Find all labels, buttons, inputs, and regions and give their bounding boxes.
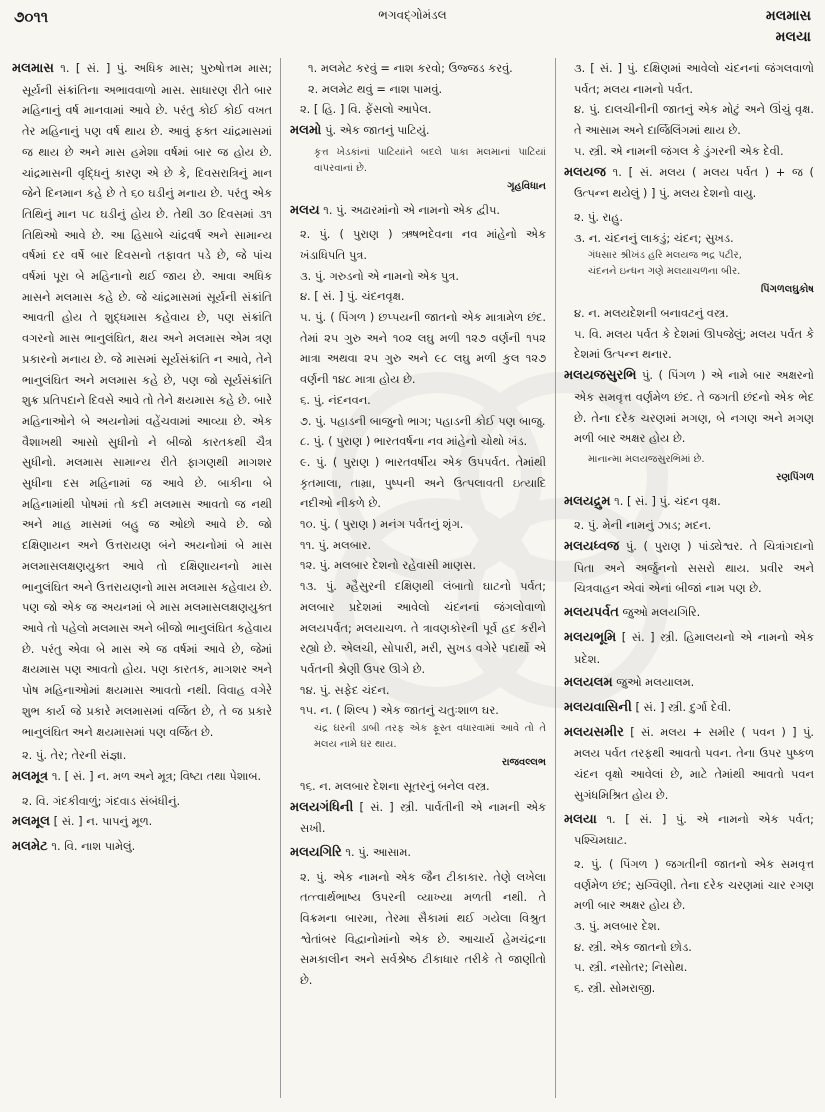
sense: [ સં. ] સ્ત્રી. હિમાલયનો એ નામનો એક પ્રદેશ. bbox=[574, 629, 814, 666]
guide-word-first: મલમાસ bbox=[765, 8, 811, 24]
quotation-source: પિંગળલઘુકોષ bbox=[760, 284, 814, 296]
sense: ૨. [ હિ. ] વિ. ફેંસલો આપેલ. bbox=[300, 102, 432, 117]
sense: ૧૨. પું. મલબાર દેશનો રહેવાસી માણસ. bbox=[300, 558, 476, 573]
sense: પું. ( પિંગળ ) એ નામે બાર અક્ષરનો એક સમવૃત્ત વર્ણમેળ છંદ. તે જગતી છંદનો એક ભેદ છે. તેના દરેક ચરણમાં મગણ, બે નગણ અને મગણ મળી બાર અક્ષર હોય છે. bbox=[574, 368, 814, 446]
quotation-source: ગૃહવિધાન bbox=[507, 180, 546, 192]
column-divider bbox=[555, 58, 556, 1098]
sense: ૩. પું. મલબાર દેશ. bbox=[574, 919, 661, 934]
sense: [ સં. ] સ્ત્રી. પાર્વતીની એ નામની એક સખી. bbox=[300, 799, 547, 836]
dictionary-entry bbox=[564, 672, 814, 694]
dictionary-entry bbox=[290, 842, 546, 864]
dictionary-entry bbox=[290, 200, 546, 222]
quotation: ગંધસાર શ્રીખંડ હરિ મલયજ ભદ્ર પટીર, bbox=[588, 250, 742, 262]
headword: મલમાસ bbox=[12, 61, 54, 76]
sense: [ સં. ] સ્ત્રી. દુર્ગા દેવી. bbox=[635, 699, 732, 714]
headword: મલયધ્વજ bbox=[564, 539, 620, 555]
dictionary-entry bbox=[290, 120, 546, 142]
sense: ૧. પું. આસામ. bbox=[345, 844, 412, 859]
sense: ૨. પું. તેર; તેરની સંજ્ઞા. bbox=[22, 748, 127, 763]
headword: મલયપર્વત bbox=[564, 605, 619, 621]
sense: ૬. સ્ત્રી. સોમરાજી. bbox=[574, 981, 656, 996]
sense: ૧૬. ન. મલબાર દેશના સૂતરનું બનેલ વસ્ત્ર. bbox=[300, 778, 490, 793]
book-title: ભગવદ્ગોમંડલ bbox=[378, 8, 447, 22]
sense: ૧. [ સં. ] પું. ચંદન વૃક્ષ. bbox=[614, 493, 721, 508]
headword: મલયવાસિની bbox=[564, 699, 632, 715]
quotation: ચંદનને ઇન્ધન ગણે મલયાચળના બીર. bbox=[588, 266, 741, 278]
guide-word-last: મલયા bbox=[775, 29, 811, 45]
quotation: કૃત્ત ખેડકાંનાં પાટિયાંને બદલે પાકા મલમાનાં પાટિયાં વાપરવાનાં છે. bbox=[314, 146, 546, 174]
sense: ૧. [ સં. મલય ( મલય પર્વત ) + જ ( ઉત્પન્ન થયેલું ) ] પું. મલય દેશનો વાયુ. bbox=[574, 164, 814, 201]
page-header bbox=[0, 0, 825, 52]
headword: મલયજ bbox=[564, 164, 606, 180]
sense: ૯. પું. ( પુરાણ ) ભારતવર્ષીય એક ઉપપર્વત. તેમાંથી કૃતમાલા, તામ્રા, પુષ્પની અને ઉત્પલાવતી ઇત્યાદિ નદીઓ નીકળે છે. bbox=[300, 454, 546, 511]
dictionary-entry bbox=[12, 766, 272, 788]
headword: મલયભૂમિ bbox=[564, 629, 617, 645]
sense: ૨. પું. ( પુરાણ ) ઋષભદેવના નવ માંહેનો એક ખંડાધિપતિ પુત્ર. bbox=[300, 227, 546, 262]
quotation-source: રાજવલ્લભ bbox=[501, 757, 546, 769]
dictionary-entry bbox=[564, 809, 814, 851]
sense: ૪. ન. મલયદેશની બનાવટનું વસ્ત્ર. bbox=[574, 306, 729, 321]
sense: ૨. પું. એક નામનો એક જૈન ટીકાકાર. તેણે લખેલા તત્ત્વાર્થભાષ્ય ઉપરની વ્યાખ્યા મળતી નથી. તે વિક્રમના બારમા, તેરમા સૈકામાં થઈ ગયેલા વિશ્રુત શ્વેતાંબર વિદ્વાનોમાંનો એક છે. આચાર્ય હેમચંદ્રના સમકાલીન અને સર્વશ્રેષ્ઠ ટીકાધાર તરીકે તે જાણીતો છે. bbox=[300, 869, 546, 988]
phrase: ૧. મલમેટ કરવું = નાશ કરવો; ઉજ્જડ કરવું. bbox=[308, 61, 513, 75]
sense: પું. એક જાતનું પાટિયું. bbox=[325, 123, 430, 138]
dictionary-entry bbox=[564, 722, 814, 806]
sense: ૭. પું. પહાડની બાજુનો ભાગ; પહાડની કોઈ પણ બાજુ. bbox=[300, 413, 546, 428]
dictionary-entry bbox=[564, 602, 814, 624]
sense: ૧. [ સં. ] ન. મળ અને મૂત્ર; વિષ્ટા તથા પેશાબ. bbox=[51, 768, 262, 783]
sense: ૧૫. ન. ( શિલ્પ ) એક જાતનું ચતુઃશાળ ઘર. bbox=[300, 703, 499, 718]
dictionary-entry bbox=[564, 162, 814, 204]
headword: મલમૂત્ર bbox=[12, 768, 49, 784]
sense: ૧. પું. અઢારમાંનો એ નામનો એક દ્વીપ. bbox=[323, 202, 501, 217]
headword: મલય bbox=[290, 202, 320, 218]
headword: મલયદ્રુમ bbox=[564, 493, 611, 509]
dictionary-entry bbox=[12, 836, 272, 858]
sense: ૧૩. પું. મ્હૈસુરની દક્ષિણથી લંબાતો ઘાટનો પર્વત; મલબાર પ્રદેશમાં આવેલો ચંદનનાં જંગલોવાળો મલયપર્વત; મલયાચળ. તે ત્રાવણકોરની પૂર્વ હદ કરીને રહ્યો છે. એલચી, સોપારી, મરી, સુખડ વગેરે પદાર્થો એ પર્વતની શ્રેણી ઉપર ઊગે છે. bbox=[300, 579, 546, 676]
dictionary-entry bbox=[290, 797, 546, 839]
sense: ૫. સ્ત્રી. નસોતર; નિસોથ. bbox=[574, 960, 688, 975]
sense: ૧૪. પું. સફેદ ચંદન. bbox=[300, 682, 390, 697]
sense: ૫. વિ. મલય પર્વત કે દેશમાં ઊપજેલું; મલય પર્વત કે દેશમાં ઉત્પન્ન થનાર. bbox=[574, 326, 814, 362]
headword: મલયગંધિની bbox=[290, 799, 354, 815]
headword: મલયગિરિ bbox=[290, 844, 342, 860]
sense: ૨. પું. રાહુ. bbox=[574, 209, 623, 224]
sense: ૨. પું. મેની નામનું ઝાડ; મદન. bbox=[574, 518, 712, 533]
sense: ૬. પું. નંદનવન. bbox=[300, 392, 371, 407]
sense: ૧. [ સં. ] પું. એ નામનો એક પર્વત; પશ્ચિમઘાટ. bbox=[574, 811, 814, 848]
cross-reference: જુઓ મલયગિરિ. bbox=[622, 605, 701, 620]
sense: ૧. [ સં. ] પું. અધિક માસ; પુરુષોત્તમ માસ; સૂર્યની સંક્રાંતિના અભાવવાળો માસ. સાધારણ રીતે બાર મહિનાનું વર્ષ માનવામાં આવે છે. પરંતુ કોઈ કોઈ વખત તેર મહિનાનું પણ વર્ષ થાય છે. આવું ફક્ત ચાંદ્રમાસમાં જ થાય છે અને માસ હમેશા વર્ષમાં બાર જ હોય છે. ચાંદ્રમાસની વૃદ્ધિનું કારણ એ છે કે, દિવસરાત્રિનું માન જેને દિનમાન કહે છે તે ૬૦ ઘડીનું મનાય છે. પરંતુ એક તિથિનું માન ૫૮ ઘડીનું હોય છે. તેથી ૩૦ દિવસમાં ૩૧ તિથિઓ આવે છે. આ હિસાબે ચાંદ્રવર્ષ અને સામાન્ય વર્ષમાં દર વર્ષે બાર દિવસનો તફાવત પડે છે, જે પાંચ વર્ષમાં પૂરા બે મહિનાનો થઈ જાય છે. આવા અધિક માસને મલમાસ કહે છે. જે ચાંદ્રમાસમાં સૂર્યની સંક્રાંતિ આવતી હોય તે શુદ્ધમાસ કહેવાય છે, પણ સંક્રાંતિ વગરનો માસ ભાનુલંઘિત, ક્ષય અને મલમાસ એમ ત્રણ પ્રકારનો મનાય છે. જે માસમાં સૂર્યસંક્રાંતિ ન આવે, તેને ભાનુલંઘિત અને મલમાસ કહે છે, પણ જો સૂર્યસંક્રાંતિ શુક્ર પ્રતિપદાને દિવસે આવે તો તેને ક્ષયમાસ કહે છે. બારે મહિનાઓને બે અયનોમાં વહેંચવામાં આવ્યા છે. એક વૈશાખથી આસો સુધીનો ને બીજો કારતકથી ચૈત્ર સુધીનો. મલમાસ સામાન્ય રીતે ફાગણથી માગશર સુધીના દસ મહિનામાં જ આવે છે. બાકીના બે મહિનામાંથી પોષમાં તો કદી મલમાસ આવતો જ નથી અને માહ માસમાં બહુ જ ઓછો આવે છે. જો દક્ષિણાયન અને ઉત્તરાયણ બંને અયનોમાં બે માસ મલમાસલક્ષણયુક્ત આવે તો દક્ષિણાયનનો માસ ભાનુલંઘિત અને ઉત્તરાયણનો માસ મલમાસ કહેવાય છે. પણ જો એક જ અયનમાં બે માસ મલમાસલક્ષણયુક્ત આવે તો પહેલો મલમાસ અને બીજો ભાનુલંઘિત કહેવાય છે. પરંતુ એવા બે માસ એ જ વર્ષમાં આવે છે, જેમાં ક્ષયમાસ પણ આવતો હોય. પણ કારતક, માગશર અને પોષ મહિનાઓમાં ક્ષયમાસ આવતો નથી. વિવાહ વગેરે શુભ કાર્ય જે પ્રકારે મલમાસમાં વર્જિત છે, તે જ પ્રકારે ભાનુલંઘિત અને ક્ષયમાસમાં પણ વર્જિત છે. bbox=[22, 61, 272, 739]
dictionary-entry bbox=[564, 697, 814, 719]
dictionary-entry bbox=[12, 58, 272, 742]
sense: ૩. ન. ચંદનનું લાકડું; ચંદન; સુખડ. bbox=[574, 230, 734, 245]
page-number: ૭૦૧૧ bbox=[14, 8, 49, 26]
column-left bbox=[12, 58, 272, 1112]
headword: મલમેટ bbox=[12, 839, 48, 855]
sense: ૮. પું. ( પુરાણ ) ભારતવર્ષના નવ માંહેનો ચોથો ખંડ. bbox=[300, 434, 528, 449]
headword: મલમૂલ bbox=[12, 814, 51, 830]
cross-reference: જુઓ મલયાલમ. bbox=[616, 675, 695, 690]
column-right bbox=[564, 58, 814, 1112]
sense: ૪. [ સં. ] પું. ચંદનવૃક્ષ. bbox=[300, 289, 405, 304]
dictionary-entry bbox=[564, 627, 814, 669]
headword: મલયજસુરભિ bbox=[564, 368, 637, 384]
sense: ૪. પું. દાલચીનીની જાતનું એક મોટું અને ઊંચું વૃક્ષ. તે આસામ અને દાર્જિલિંગમાં થાય છે. bbox=[574, 102, 814, 138]
dictionary-entry bbox=[12, 811, 272, 833]
headword: મલમો bbox=[290, 123, 322, 139]
sense: [ સં. ] ન. પાપનું મૂળ. bbox=[53, 814, 153, 829]
column-divider bbox=[280, 58, 281, 1098]
headword: મલયસમીર bbox=[564, 724, 624, 740]
sense: ૩. [ સં. ] પું. દક્ષિણમાં આવેલો ચંદનનાં જંગલવાળો પર્વત; મલય નામનો પર્વત. bbox=[574, 61, 814, 96]
sense: ૨. પું. ( પિંગળ ) જગતીની જાતનો એક સમવૃત્ત વર્ણમેળ છંદ; સ્રગ્વિણી. તેના દરેક ચરણમાં ચાર રગણ મળી બાર અક્ષર હોય છે. bbox=[574, 856, 814, 913]
sense: ૩. પું. ગરુડનો એ નામનો એક પુત્ર. bbox=[300, 268, 459, 283]
column-middle bbox=[290, 58, 546, 1112]
quotation: ચંદ્ર ઘરની ડાબી તરફ એક ફૂસ્ત વધારવામાં આવે તો તે મલય નામે ઘર થાય. bbox=[314, 723, 546, 751]
dictionary-entry bbox=[564, 536, 814, 599]
sense: ૫. સ્ત્રી. એ નામની જંગલ કે ડુંગરની એક દેવી. bbox=[574, 143, 784, 158]
sense: ૪. સ્ત્રી. એક જાતનો છોડ. bbox=[574, 939, 692, 954]
sense: ૨. વિ. ગંદકીવાળું; ગંદવાડ સંબંધીનું. bbox=[22, 793, 181, 808]
sense: ૧૦. પું. ( પુરાણ ) મનંગ પર્વતનું શૃંગ. bbox=[300, 517, 464, 532]
phrase: ૨. મલમેટ થવું = નાશ પામવું. bbox=[308, 81, 443, 96]
dictionary-entry bbox=[564, 365, 814, 449]
quotation: માનાન્મા મલયજસુરભિમાં છે. bbox=[588, 453, 705, 465]
sense: [ સં. મલય + સમીર ( પવન ) ] પું. મલય પર્વત તરફથી આવતો પવન. તેના ઉપર પુષ્કળ ચંદન વૃક્ષો આવેલાં છે, માટે તેમાંથી આવતો પવન સુગંધમિશ્રિત હોય છે. bbox=[574, 724, 815, 802]
headword: મલયા bbox=[564, 811, 597, 827]
sense: ૧૧. પું. મલબાર. bbox=[300, 537, 372, 552]
quotation-source: રણપિંગળ bbox=[776, 471, 814, 483]
dictionary-entry bbox=[564, 491, 814, 513]
sense: ૧. વિ. નાશ પામેલું. bbox=[51, 839, 136, 854]
headword: મલયલમ bbox=[564, 675, 613, 691]
sense: પું. ( પુરાણ ) પાંડ્યેશ્વર. તે ચિત્રાંગદાનો પિતા અને અર્જુનનો સસરો થાય. પ્રવીર અને ચિત્રવાહન એવાં એનાં બીજાં નામ પણ છે. bbox=[574, 539, 814, 596]
sense: ૫. પું. ( પિંગળ ) છપ્પયની જાતનો એક માત્રામેળ છંદ. તેમાં ૨૫ ગુરુ અને ૧૦૨ લઘુ મળી ૧૨૭ વર્ણની ૧૫૨ માત્રા અથવા ૨૫ ગુરુ અને ૯૮ લઘુ મળી કુલ ૧૨૭ વર્ણની ૧૪૮ માત્રા હોય છે. bbox=[300, 310, 546, 387]
